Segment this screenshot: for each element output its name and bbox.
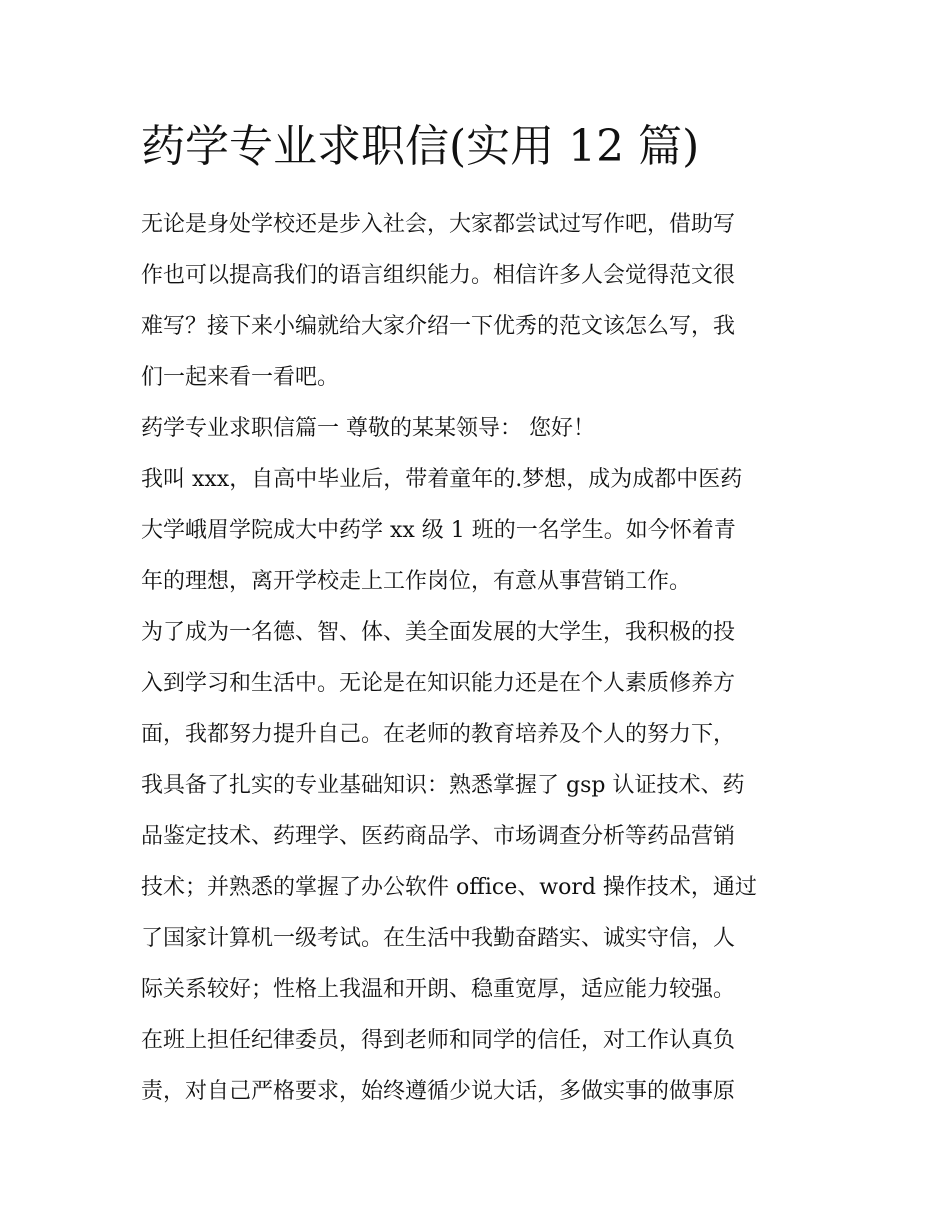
body-line: 大学峨眉学院成大中药学 xx 级 1 班的一名学生。如今怀着青 [141, 518, 736, 543]
body-line: 我具备了扎实的专业基础知识：熟悉掌握了 gsp 认证技术、药 [141, 773, 745, 798]
body-line: 们一起来看一看吧。 [141, 365, 340, 390]
body-line: 难写？接下来小编就给大家介绍一下优秀的范文该怎么写，我 [141, 314, 736, 339]
body-line: 品鉴定技术、药理学、医药商品学、市场调查分析等药品营销 [141, 824, 736, 849]
body-line: 了国家计算机一级考试。在生活中我勤奋踏实、诚实守信，人 [141, 926, 736, 951]
body-line: 我叫 xxx，自高中毕业后，带着童年的.梦想，成为成都中医药 [141, 467, 743, 492]
body-line: 年的理想，离开学校走上工作岗位，有意从事营销工作。 [141, 569, 692, 594]
document-body [141, 199, 821, 1117]
body-line: 在班上担任纪律委员，得到老师和同学的信任，对工作认真负 [141, 1028, 736, 1053]
body-line: 为了成为一名德、智、体、美全面发展的大学生，我积极的投 [141, 620, 736, 645]
body-line: 技术；并熟悉的掌握了办公软件 office、word 操作技术，通过 [141, 875, 757, 900]
body-line: 际关系较好；性格上我温和开朗、稳重宽厚，适应能力较强。 [141, 977, 736, 1002]
body-line: 药学专业求职信篇一 尊敬的某某领导： 您好！ [141, 416, 595, 441]
body-line: 入到学习和生活中。无论是在知识能力还是在个人素质修养方 [141, 671, 736, 696]
document-title: 药学专业求职信(实用 12 篇) [141, 121, 700, 172]
body-line: 无论是身处学校还是步入社会，大家都尝试过写作吧，借助写 [141, 212, 736, 237]
body-line: 面，我都努力提升自己。在老师的教育培养及个人的努力下， [141, 722, 736, 747]
body-line: 责，对自己严格要求，始终遵循少说大话，多做实事的做事原 [141, 1079, 736, 1104]
body-line: 作也可以提高我们的语言组织能力。相信许多人会觉得范文很 [141, 263, 736, 288]
